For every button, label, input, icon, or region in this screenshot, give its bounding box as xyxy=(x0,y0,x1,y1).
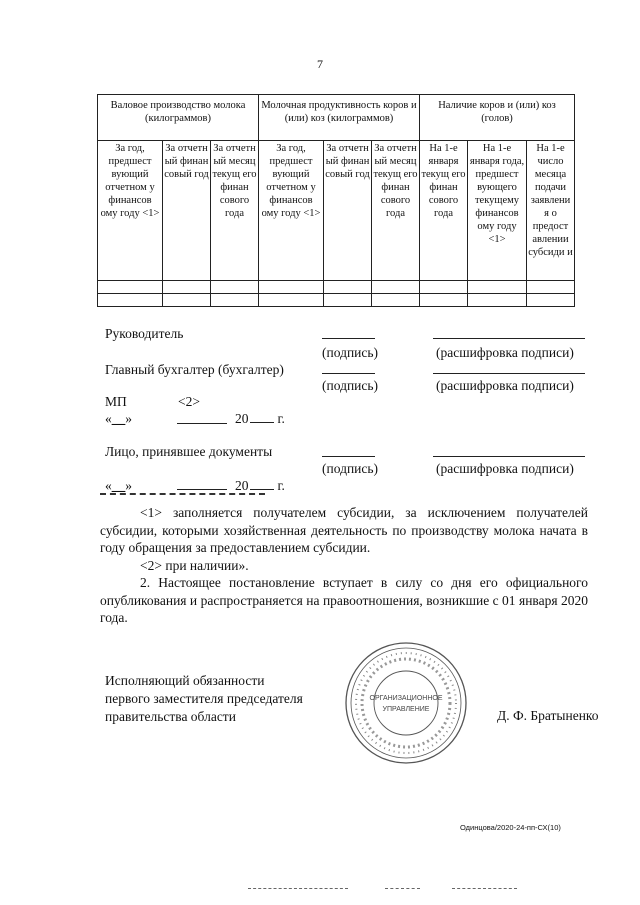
report-table xyxy=(97,94,575,307)
official-title-line-3: правительства области xyxy=(105,709,236,724)
column-header: За отчетн ый месяц текущ его финан сового года xyxy=(372,141,420,281)
bottom-mark xyxy=(248,888,348,889)
decoding-caption: (расшифровка подписи) xyxy=(436,461,574,476)
bottom-mark xyxy=(385,888,420,889)
date-month-line xyxy=(177,423,227,424)
stamp-text-2: УПРАВЛЕНИЕ xyxy=(382,706,430,713)
accountant-signature-line xyxy=(322,373,375,374)
signature-caption: (подпись) xyxy=(322,378,379,393)
receiver-date-month-line xyxy=(177,489,227,490)
group-header-milk-productivity: Молочная продуктивность коров и (или) коз (килограммов) xyxy=(259,95,420,141)
date-field: «__» xyxy=(105,411,132,426)
signature-caption: (подпись) xyxy=(322,345,379,360)
official-name: Д. Ф. Братыненко xyxy=(497,708,599,723)
footnote-separator xyxy=(100,493,265,495)
official-seal-stamp-icon xyxy=(343,640,469,766)
column-header: На 1-е января текущ его финан сового года xyxy=(420,141,468,281)
year-field: 20 г. xyxy=(235,411,285,426)
signature-caption: (подпись) xyxy=(322,461,379,476)
group-header-milk-production: Валовое производство молока (килограммов) xyxy=(98,95,259,141)
receiver-decoding-line xyxy=(433,456,585,457)
table-row xyxy=(98,294,575,307)
receiver-date-field: «__» xyxy=(105,478,132,493)
mp-footnote-ref: <2> xyxy=(178,394,200,409)
head-signature-line xyxy=(322,338,375,339)
stamp-text-1: ОРГАНИЗАЦИОННОЕ xyxy=(369,695,443,702)
decoding-caption: (расшифровка подписи) xyxy=(436,378,574,393)
head-decoding-line xyxy=(433,338,585,339)
column-header: За отчетн ый финан совый год xyxy=(324,141,372,281)
accountant-decoding-line xyxy=(433,373,585,374)
table-row xyxy=(98,281,575,294)
column-header: За отчетн ый месяц текущ его финан сового года xyxy=(211,141,259,281)
paragraph-2: 2. Настоящее постановление вступает в силу со дня его официального опубликования и распространяется на правоотношения, возникшие с 01 января 2020 года. xyxy=(100,575,588,625)
official-title-line-2: первого заместителя председателя xyxy=(105,691,303,706)
page-number: 7 xyxy=(317,57,323,71)
column-header: На 1-е число месяца подачи заявлени я о предост авлении субсиди и xyxy=(527,141,575,281)
column-header: За отчетн ый финан совый год xyxy=(163,141,211,281)
column-header: За год, предшест вующий отчетном у финансов ому году <1> xyxy=(259,141,324,281)
group-header-livestock-count: Наличие коров и (или) коз (голов) xyxy=(420,95,575,141)
receiver-label: Лицо, принявшее документы xyxy=(105,444,273,459)
official-title-line-1: Исполняющий обязанности xyxy=(105,673,265,688)
footnote-2: <2> при наличии». xyxy=(140,558,249,573)
column-header: За год, предшест вующий отчетном у финансов ому году <1> xyxy=(98,141,163,281)
head-label: Руководитель xyxy=(105,326,184,341)
document-code: Одинцова/2020-24-пп-СХ(10) xyxy=(460,823,561,832)
receiver-year-field: 20 г. xyxy=(235,478,285,493)
bottom-mark xyxy=(452,888,517,889)
column-header: На 1-е января года, предшест вующего текущему финансов ому году <1> xyxy=(468,141,527,281)
chief-accountant-label: Главный бухгалтер (бухгалтер) xyxy=(105,362,284,377)
decoding-caption: (расшифровка подписи) xyxy=(436,345,574,360)
receiver-signature-line xyxy=(322,456,375,457)
mp-label: МП xyxy=(105,394,127,409)
footnote-1: <1> заполняется получателем субсидии, за исключением получателей субсидии, которыми хозяйственная деятельность по производству молока начата в году обращения за предоставлением субсидии. xyxy=(100,505,588,555)
